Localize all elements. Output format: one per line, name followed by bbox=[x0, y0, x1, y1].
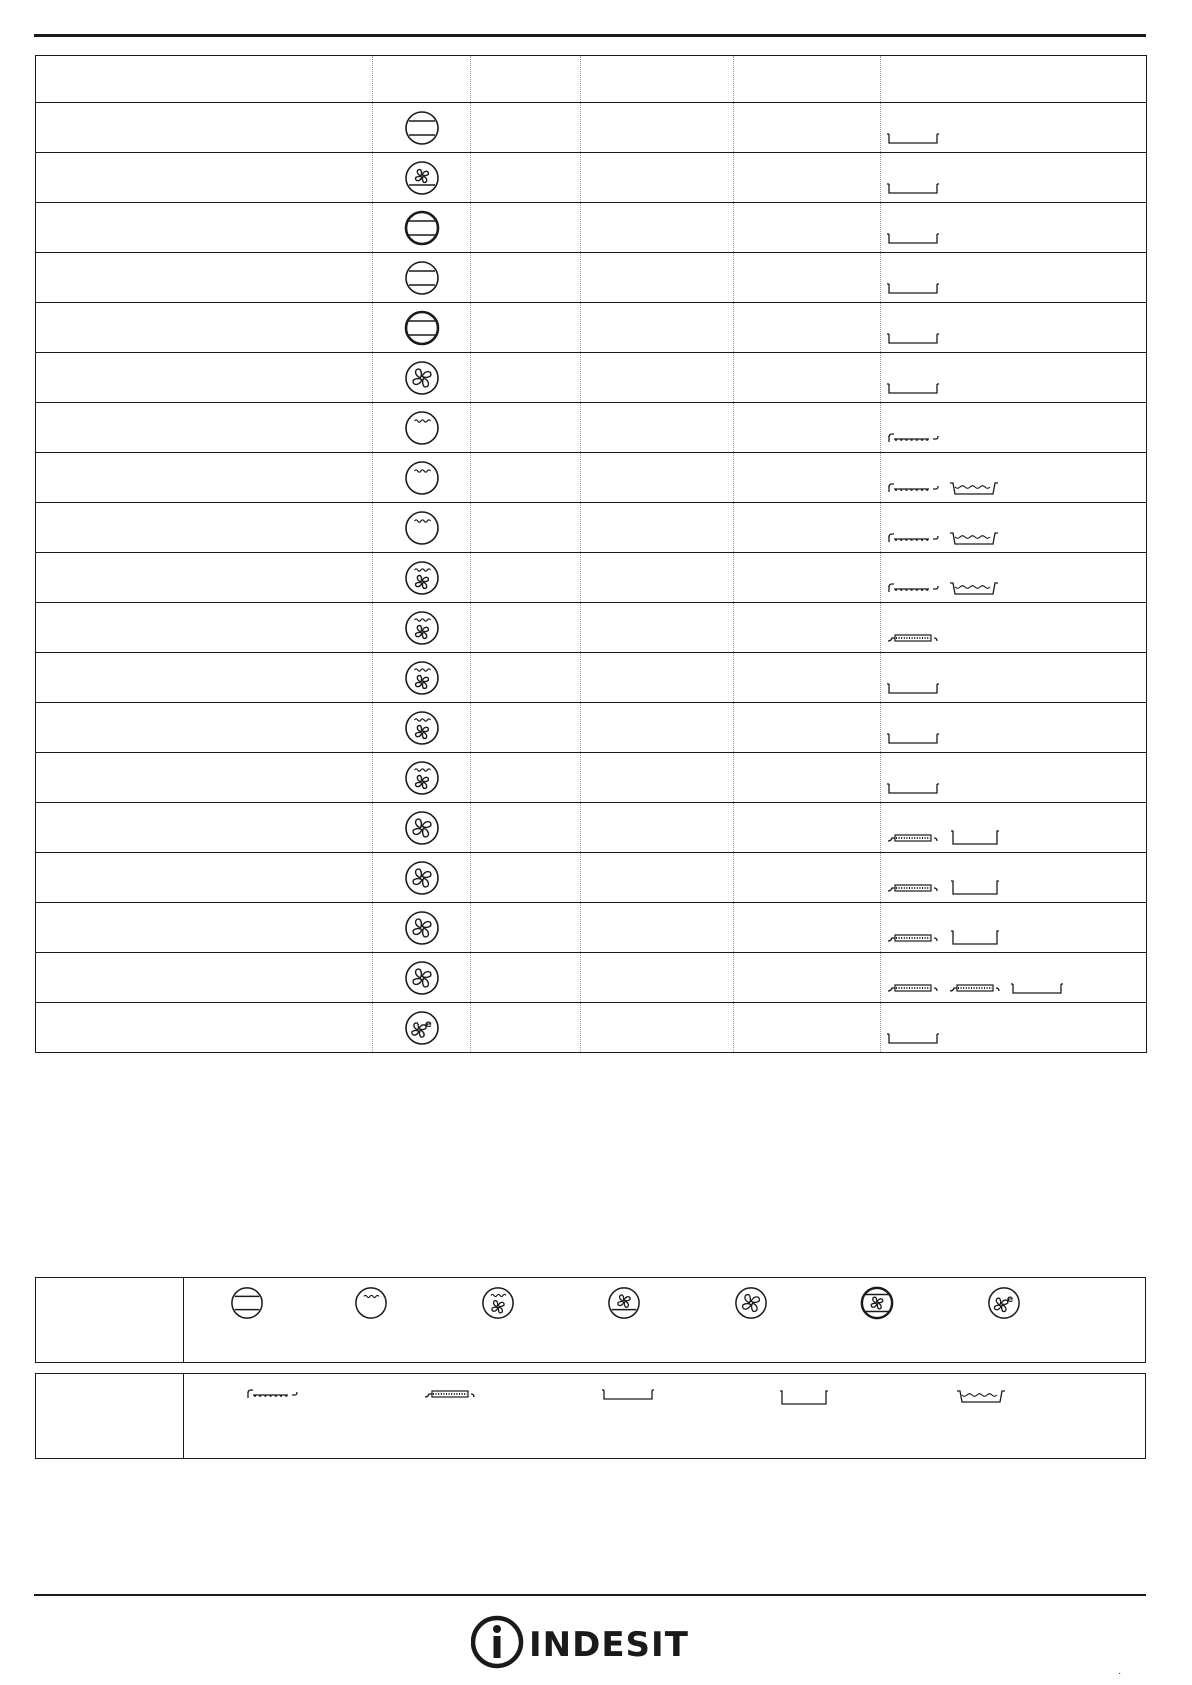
function-cell bbox=[373, 753, 471, 803]
accessories-legend-items bbox=[184, 1374, 1145, 1458]
baking-tray-icon bbox=[887, 982, 939, 996]
preheat-cell bbox=[471, 903, 581, 953]
drip-tray-icon bbox=[602, 1388, 654, 1402]
time-cell bbox=[734, 203, 881, 253]
recipe-cell bbox=[36, 353, 373, 403]
preheat-cell bbox=[471, 403, 581, 453]
header-cell-function bbox=[373, 56, 471, 103]
function-cell bbox=[373, 303, 471, 353]
drip-tray-icon bbox=[887, 382, 939, 396]
forced-air-icon bbox=[404, 810, 440, 846]
fan-assisted-icon bbox=[404, 160, 440, 196]
temperature-cell bbox=[581, 303, 734, 353]
recipe-cell bbox=[36, 503, 373, 553]
table-row bbox=[36, 253, 1147, 303]
preheat-cell bbox=[471, 203, 581, 253]
temperature-cell bbox=[581, 953, 734, 1003]
table-header-row bbox=[36, 56, 1147, 103]
cooking-table bbox=[35, 55, 1147, 1053]
accessories-cell bbox=[881, 853, 1147, 903]
time-cell bbox=[734, 603, 881, 653]
brand-logo bbox=[471, 1614, 711, 1670]
turbo-grill-icon bbox=[404, 760, 440, 796]
temperature-cell bbox=[581, 653, 734, 703]
accessories-group bbox=[887, 432, 939, 446]
forced-air-icon bbox=[404, 860, 440, 896]
accessories-cell bbox=[881, 1003, 1147, 1053]
turbo-grill-icon bbox=[404, 710, 440, 746]
function-cell bbox=[373, 503, 471, 553]
forced-air-icon bbox=[734, 1286, 768, 1320]
accessories-group bbox=[887, 382, 939, 396]
svg-text:e: e bbox=[1006, 1294, 1014, 1306]
turbo-grill-icon bbox=[404, 660, 440, 696]
function-cell bbox=[373, 803, 471, 853]
baking-tray-icon bbox=[887, 832, 939, 846]
grill-icon bbox=[404, 410, 440, 446]
accessories-group bbox=[887, 928, 1001, 946]
header-cell-temperature bbox=[581, 56, 734, 103]
time-cell bbox=[734, 253, 881, 303]
function-cell bbox=[373, 953, 471, 1003]
grill-icon bbox=[404, 460, 440, 496]
eco-forced-air-icon bbox=[404, 1010, 440, 1046]
accessories-legend-label bbox=[36, 1374, 184, 1458]
time-cell bbox=[734, 753, 881, 803]
temperature-cell bbox=[581, 353, 734, 403]
table-row bbox=[36, 803, 1147, 853]
preheat-cell bbox=[471, 253, 581, 303]
accessories-cell bbox=[881, 253, 1147, 303]
accessories-group bbox=[887, 632, 939, 646]
table-row bbox=[36, 403, 1147, 453]
time-cell bbox=[734, 353, 881, 403]
grill-pan-icon bbox=[949, 580, 999, 596]
function-cell bbox=[373, 553, 471, 603]
static-icon bbox=[404, 110, 440, 146]
table-row bbox=[36, 353, 1147, 403]
accessories-cell bbox=[881, 153, 1147, 203]
preheat-cell bbox=[471, 103, 581, 153]
time-cell bbox=[734, 903, 881, 953]
accessories-group bbox=[887, 982, 1063, 996]
function-cell bbox=[373, 703, 471, 753]
preheat-cell bbox=[471, 703, 581, 753]
accessories-group bbox=[887, 580, 999, 596]
header-cell-time bbox=[734, 56, 881, 103]
recipe-cell bbox=[36, 553, 373, 603]
table-row bbox=[36, 103, 1147, 153]
accessories-group bbox=[887, 828, 1001, 846]
recipe-cell bbox=[36, 1003, 373, 1053]
accessories-group bbox=[887, 232, 939, 246]
baking-tray-icon bbox=[949, 982, 1001, 996]
accessories-group bbox=[887, 332, 939, 346]
grill-icon bbox=[354, 1286, 388, 1320]
recipe-cell bbox=[36, 903, 373, 953]
function-cell bbox=[373, 903, 471, 953]
turbo-grill-icon bbox=[481, 1286, 515, 1320]
baking-tray-icon bbox=[887, 882, 939, 896]
forced-air-icon bbox=[404, 960, 440, 996]
time-cell bbox=[734, 1003, 881, 1053]
time-cell bbox=[734, 653, 881, 703]
accessories-cell bbox=[881, 203, 1147, 253]
baking-tray-icon bbox=[424, 1388, 476, 1402]
function-cell bbox=[373, 853, 471, 903]
time-cell bbox=[734, 153, 881, 203]
static-icon bbox=[404, 310, 440, 346]
drip-tray-icon bbox=[887, 282, 939, 296]
accessories-group bbox=[887, 1032, 939, 1046]
temperature-cell bbox=[581, 803, 734, 853]
preheat-cell bbox=[471, 303, 581, 353]
table-row bbox=[36, 753, 1147, 803]
deep-tray-icon bbox=[949, 928, 1001, 946]
temperature-cell bbox=[581, 203, 734, 253]
brand-logo-text: INDESIT bbox=[529, 1625, 689, 1665]
fan-assisted-icon bbox=[607, 1286, 641, 1320]
baking-tray-icon bbox=[887, 932, 939, 946]
deep-tray-icon bbox=[778, 1388, 830, 1406]
accessories-group bbox=[887, 732, 939, 746]
table-row bbox=[36, 153, 1147, 203]
preheat-cell bbox=[471, 353, 581, 403]
preheat-cell bbox=[471, 753, 581, 803]
preheat-cell bbox=[471, 553, 581, 603]
wire-shelf-icon bbox=[246, 1388, 298, 1402]
temperature-cell bbox=[581, 1003, 734, 1053]
forced-air-icon bbox=[404, 360, 440, 396]
static-icon bbox=[404, 210, 440, 246]
table-row bbox=[36, 903, 1147, 953]
accessories-legend bbox=[35, 1373, 1146, 1459]
function-cell bbox=[373, 1003, 471, 1053]
preheat-cell bbox=[471, 1003, 581, 1053]
deep-tray-icon bbox=[949, 878, 1001, 896]
recipe-cell bbox=[36, 953, 373, 1003]
accessories-cell bbox=[881, 353, 1147, 403]
time-cell bbox=[734, 803, 881, 853]
temperature-cell bbox=[581, 703, 734, 753]
accessories-cell bbox=[881, 453, 1147, 503]
function-cell bbox=[373, 453, 471, 503]
temperature-cell bbox=[581, 103, 734, 153]
grill-pan-icon bbox=[949, 530, 999, 546]
grill-icon bbox=[404, 510, 440, 546]
recipe-cell bbox=[36, 753, 373, 803]
time-cell bbox=[734, 703, 881, 753]
table-row bbox=[36, 503, 1147, 553]
accessories-cell bbox=[881, 653, 1147, 703]
table-row bbox=[36, 453, 1147, 503]
wire-shelf-icon bbox=[887, 532, 939, 546]
table-row bbox=[36, 953, 1147, 1003]
time-cell bbox=[734, 503, 881, 553]
preheat-cell bbox=[471, 653, 581, 703]
accessories-group bbox=[887, 530, 999, 546]
preheat-cell bbox=[471, 853, 581, 903]
time-cell bbox=[734, 403, 881, 453]
functions-legend bbox=[35, 1277, 1146, 1363]
table-row bbox=[36, 303, 1147, 353]
header-cell-accessories bbox=[881, 56, 1147, 103]
drip-tray-icon bbox=[887, 332, 939, 346]
accessories-group bbox=[887, 480, 999, 496]
accessories-cell bbox=[881, 903, 1147, 953]
function-cell bbox=[373, 653, 471, 703]
preheat-cell bbox=[471, 603, 581, 653]
table-row bbox=[36, 1003, 1147, 1053]
function-cell bbox=[373, 103, 471, 153]
recipe-cell bbox=[36, 153, 373, 203]
accessories-cell bbox=[881, 703, 1147, 753]
table-row bbox=[36, 203, 1147, 253]
time-cell bbox=[734, 303, 881, 353]
recipe-cell bbox=[36, 253, 373, 303]
temperature-cell bbox=[581, 753, 734, 803]
drip-tray-icon bbox=[887, 1032, 939, 1046]
turbo-grill-icon bbox=[404, 560, 440, 596]
accessories-cell bbox=[881, 803, 1147, 853]
drip-tray-icon bbox=[1011, 982, 1063, 996]
deep-tray-icon bbox=[949, 828, 1001, 846]
temperature-cell bbox=[581, 603, 734, 653]
accessories-group bbox=[887, 878, 1001, 896]
recipe-cell bbox=[36, 703, 373, 753]
table-row bbox=[36, 853, 1147, 903]
accessories-group bbox=[887, 782, 939, 796]
static-icon bbox=[230, 1286, 264, 1320]
top-rule bbox=[34, 34, 1146, 37]
wire-shelf-icon bbox=[887, 582, 939, 596]
time-cell bbox=[734, 453, 881, 503]
function-cell bbox=[373, 603, 471, 653]
forced-air-icon bbox=[404, 910, 440, 946]
table-row bbox=[36, 703, 1147, 753]
grill-pan-icon bbox=[949, 480, 999, 496]
wire-shelf-icon bbox=[887, 432, 939, 446]
drip-tray-icon bbox=[887, 232, 939, 246]
temperature-cell bbox=[581, 553, 734, 603]
drip-tray-icon bbox=[887, 182, 939, 196]
recipe-cell bbox=[36, 403, 373, 453]
accessories-cell bbox=[881, 303, 1147, 353]
temperature-cell bbox=[581, 453, 734, 503]
accessories-cell bbox=[881, 753, 1147, 803]
recipe-cell bbox=[36, 803, 373, 853]
preheat-cell bbox=[471, 803, 581, 853]
function-cell bbox=[373, 353, 471, 403]
accessories-cell bbox=[881, 103, 1147, 153]
function-cell bbox=[373, 203, 471, 253]
preheat-cell bbox=[471, 953, 581, 1003]
time-cell bbox=[734, 103, 881, 153]
temperature-cell bbox=[581, 153, 734, 203]
drip-tray-icon bbox=[887, 732, 939, 746]
grill-pan-icon bbox=[956, 1388, 1006, 1404]
accessories-group bbox=[887, 282, 939, 296]
baking-tray-icon bbox=[887, 632, 939, 646]
temperature-cell bbox=[581, 403, 734, 453]
table-row bbox=[36, 603, 1147, 653]
drip-tray-icon bbox=[887, 682, 939, 696]
eco-forced-air-icon bbox=[987, 1286, 1021, 1320]
drip-tray-icon bbox=[887, 132, 939, 146]
recipe-cell bbox=[36, 853, 373, 903]
time-cell bbox=[734, 853, 881, 903]
accessories-cell bbox=[881, 953, 1147, 1003]
functions-legend-label bbox=[36, 1278, 184, 1362]
header-cell-recipe bbox=[36, 56, 373, 103]
function-cell bbox=[373, 153, 471, 203]
function-cell bbox=[373, 403, 471, 453]
table-row bbox=[36, 653, 1147, 703]
time-cell bbox=[734, 553, 881, 603]
table-row bbox=[36, 553, 1147, 603]
recipe-cell bbox=[36, 653, 373, 703]
accessories-group bbox=[887, 132, 939, 146]
wire-shelf-icon bbox=[887, 482, 939, 496]
recipe-cell bbox=[36, 603, 373, 653]
drip-tray-icon bbox=[887, 782, 939, 796]
recipe-cell bbox=[36, 203, 373, 253]
static-icon bbox=[404, 260, 440, 296]
accessories-group bbox=[887, 182, 939, 196]
accessories-cell bbox=[881, 603, 1147, 653]
header-cell-preheat bbox=[471, 56, 581, 103]
svg-text:e: e bbox=[424, 1018, 432, 1030]
preheat-cell bbox=[471, 503, 581, 553]
temperature-cell bbox=[581, 853, 734, 903]
convection-bake-icon bbox=[860, 1286, 894, 1320]
turbo-grill-icon bbox=[404, 610, 440, 646]
recipe-cell bbox=[36, 103, 373, 153]
recipe-cell bbox=[36, 453, 373, 503]
preheat-cell bbox=[471, 453, 581, 503]
preheat-cell bbox=[471, 153, 581, 203]
recipe-cell bbox=[36, 303, 373, 353]
time-cell bbox=[734, 953, 881, 1003]
accessories-cell bbox=[881, 403, 1147, 453]
temperature-cell bbox=[581, 903, 734, 953]
functions-legend-items bbox=[184, 1278, 1145, 1362]
function-cell bbox=[373, 253, 471, 303]
accessories-cell bbox=[881, 553, 1147, 603]
accessories-cell bbox=[881, 503, 1147, 553]
accessories-group bbox=[887, 682, 939, 696]
corner-mark: · bbox=[1118, 1668, 1122, 1679]
temperature-cell bbox=[581, 253, 734, 303]
footer-rule bbox=[34, 1594, 1146, 1596]
temperature-cell bbox=[581, 503, 734, 553]
